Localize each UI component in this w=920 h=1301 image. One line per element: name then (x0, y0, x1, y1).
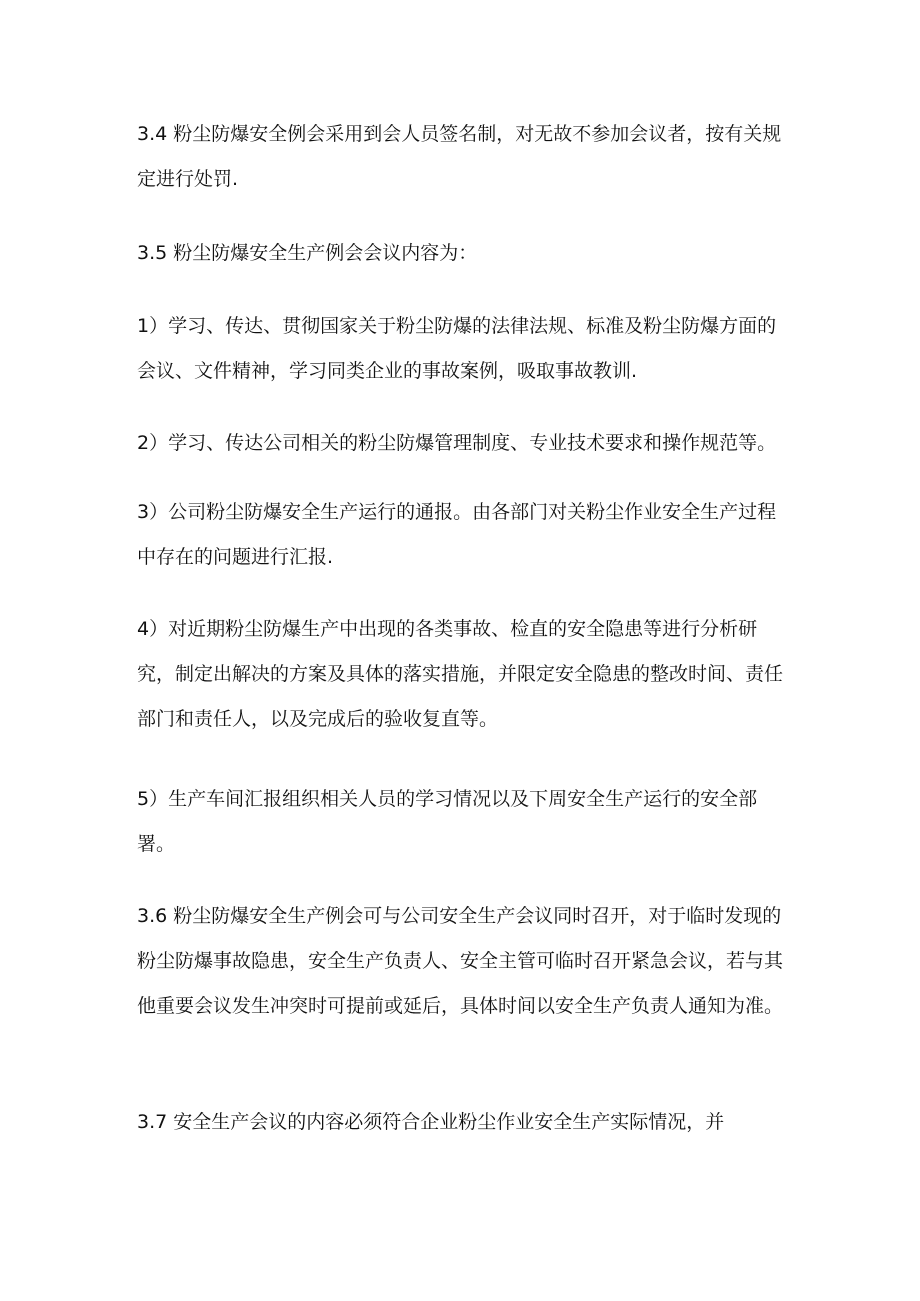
list-item-3: 3）公司粉尘防爆安全生产运行的通报。由各部门对关粉尘作业安全生产过程中存在的问题进行汇报. (137, 501, 777, 568)
paragraph-3-6: 3.6 粉尘防爆安全生产例会可与公司安全生产会议同时召开，对于临时发现的粉尘防爆事故隐患，安全生产负责人、安全主管可临时召开紧急会议，若与其他重要会议发生冲突时可提前或延后，具体时间以安全生产负责人通知为准。 (137, 905, 784, 1017)
paragraph-3-4: 3.4 粉尘防爆安全例会采用到会人员签名制，对无故不参加会议者，按有关规定进行处罚. (137, 123, 782, 190)
list-item-5: 5）生产车间汇报组织相关人员的学习情况以及下周安全生产运行的安全部署。 (137, 788, 758, 855)
paragraph-3-5: 3.5 粉尘防爆安全生产例会会议内容为： (137, 242, 478, 264)
list-item-2: 2）学习、传达公司相关的粉尘防爆管理制度、专业技术要求和操作规范等。 (137, 432, 777, 454)
list-item-1: 1）学习、传达、贯彻国家关于粉尘防爆的法律法规、标准及粉尘防爆方面的会议、文件精神，学习同类企业的事故案例，吸取事故教训. (137, 315, 777, 382)
list-item-4: 4）对近期粉尘防爆生产中出现的各类事故、检直的安全隐患等进行分析研究，制定出解决的方案及具体的落实措施，并限定安全隐患的整改时间、责任部门和责任人，以及完成后的验收复直等。 (137, 618, 784, 730)
paragraph-3-7: 3.7 安全生产会议的内容必须符合企业粉尘作业安全生产实际情况，并 (137, 1111, 725, 1133)
